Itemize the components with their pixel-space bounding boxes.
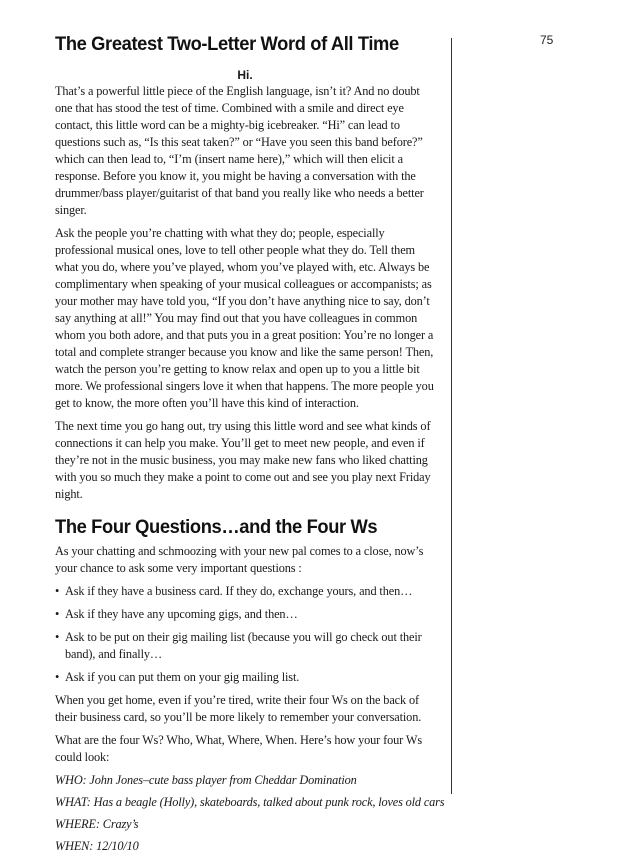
list-item-text: Ask if they have a business card. If they do, exchange yours, and then… (65, 584, 413, 598)
page-number: 75 (540, 33, 554, 47)
margin-rule (451, 38, 452, 794)
list-item (55, 583, 435, 600)
paragraph: The next time you go hang out, try using this little word and see what kinds of connections it can help you make. You’ll get to meet new people, and even if they’re not in the music business, you may make new fans who liked chatting with you so much they make a point to come out and see you play next Friday night. (55, 419, 431, 501)
paragraph: Ask the people you’re chatting with what they do; people, especially professional musical ones, love to tell other people what they do. Tell them what you do, where you’ve played, whom you’ve played with, etc. Always be complimentary when speaking of your musical colleagues or accompanists; as your mother may have told you, “If you don’t have anything nice to say, don’t say anything at all!” You may find out that you have colleagues in common whom you both adore, and that puts you in a great position: You’re no longer a total and complete stranger because you know and like the same person! Then, watch the person you’re getting to know relax and open up to you a little bit more. We professional singers love it when that happens. The more people you get to know, the more often you’ll have this kind of interaction. (55, 226, 434, 410)
list-item (55, 606, 435, 623)
four-ws-when: WHEN: 12/10/10 (55, 839, 139, 853)
four-ws-who: WHO: John Jones–cute bass player from Cheddar Domination (55, 773, 357, 787)
section-title-greatest-word: The Greatest Two-Letter Word of All Time (55, 33, 399, 55)
four-ws-where: WHERE: Crazy’s (55, 817, 139, 831)
section-title-four-questions: The Four Questions…and the Four Ws (55, 516, 378, 538)
bullet-icon: • (55, 584, 60, 598)
question-list (55, 583, 435, 686)
bullet-icon: • (55, 670, 60, 684)
paragraph: When you get home, even if you’re tired, write their four Ws on the back of their business card, so you’ll be more likely to remember your conversation. (55, 693, 422, 724)
bullet-icon: • (55, 630, 60, 644)
bullet-icon: • (55, 607, 60, 621)
subhead-hi: Hi. (237, 68, 253, 82)
list-item-text: Ask to be put on their gig mailing list (because you will go check out their band), and finally… (65, 630, 422, 661)
list-item-text: Ask if they have any upcoming gigs, and then… (65, 607, 298, 621)
paragraph: That’s a powerful little piece of the English language, isn’t it? And no doubt one that has stood the test of time. Combined with a smile and direct eye contact, this little word can be a mighty-big icebreaker. “Hi” can lead to questions such as, “Is this seat taken?” or “Have you seen this band before?” which can then lead to, “I’m (insert name here),” which will then elicit a response. Before you know it, you might be having a conversation with the drummer/bass player/guitarist of that band you really like who needs a better singer. (55, 84, 424, 217)
paragraph: What are the four Ws? Who, What, Where, When. Here’s how your four Ws could look: (55, 733, 422, 764)
page-body (55, 30, 445, 860)
list-item (55, 669, 435, 686)
four-ws-what: WHAT: Has a beagle (Holly), skateboards, talked about punk rock, loves old cars (55, 795, 445, 809)
list-item-text: Ask if you can put them on your gig mailing list. (65, 670, 300, 684)
intro-paragraph: As your chatting and schmoozing with your new pal comes to a close, now’s your chance to ask some very important questions : (55, 544, 424, 575)
list-item (55, 629, 435, 663)
